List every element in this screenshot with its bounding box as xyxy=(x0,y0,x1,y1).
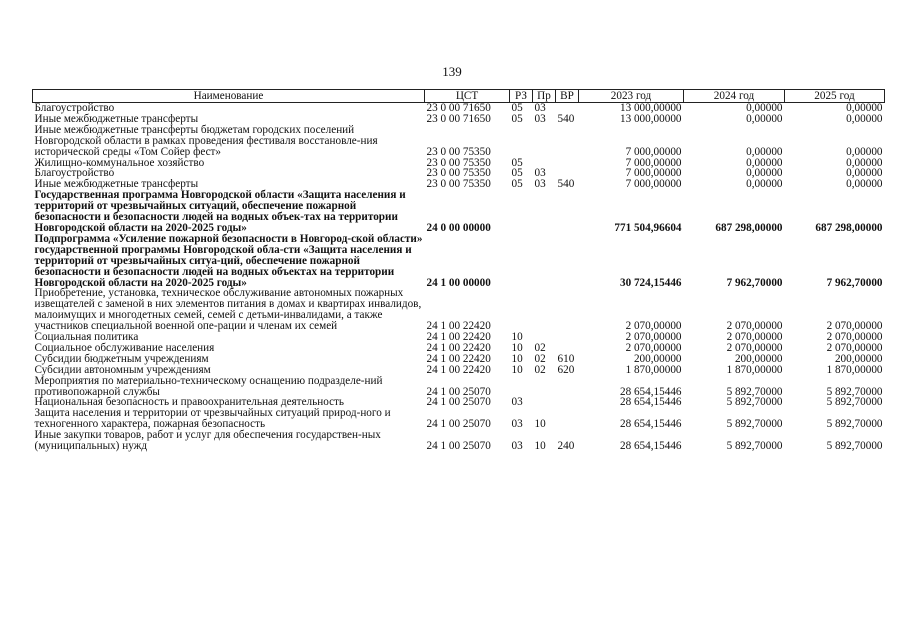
row-2023: 7 000,00000 xyxy=(625,156,682,169)
row-code: 24 1 00 25070 xyxy=(426,440,491,453)
row-2025: 0,00000 xyxy=(846,112,883,125)
row-pr: 02 xyxy=(534,363,546,376)
row-vr xyxy=(556,125,579,158)
row-2025: 0,00000 xyxy=(846,156,883,169)
row-2024: 200,00000 xyxy=(734,352,783,365)
row-2023: 28 654,15446 xyxy=(619,418,682,431)
row-name: Жилищно-коммунальное хозяйство xyxy=(34,156,205,169)
header-2024: 2024 год xyxy=(684,90,785,103)
table-row xyxy=(33,408,885,430)
row-vr: 540 xyxy=(557,112,575,125)
row-pr: 03 xyxy=(534,167,546,180)
row-rz: 05 xyxy=(511,112,523,125)
row-rz: 03 xyxy=(511,418,523,431)
row-rz: 05 xyxy=(511,156,523,169)
row-2025: 0,00000 xyxy=(846,167,883,180)
row-2023: 7 000,00000 xyxy=(625,178,682,191)
row-pr xyxy=(533,288,556,332)
row-rz: 05 xyxy=(511,167,523,180)
row-code: 23 0 00 71650 xyxy=(426,112,491,125)
row-2025: 2 070,00000 xyxy=(826,320,883,333)
row-vr xyxy=(556,408,579,430)
row-pr: 10 xyxy=(534,418,546,431)
row-2025: 5 892,70000 xyxy=(826,385,883,398)
row-name: Иные межбюджетные трансферты xyxy=(34,178,199,191)
row-2025: 1 870,00000 xyxy=(826,363,883,376)
row-vr: 610 xyxy=(557,352,575,365)
row-2025: 7 962,70000 xyxy=(826,276,883,289)
row-code: 24 1 00 22420 xyxy=(426,320,491,333)
row-rz xyxy=(510,125,533,158)
row-pr xyxy=(533,397,556,408)
row-2023: 1 870,00000 xyxy=(625,363,682,376)
row-pr xyxy=(533,234,556,289)
row-2025: 200,00000 xyxy=(834,352,883,365)
row-name: Иные межбюджетные трансферты xyxy=(34,112,199,125)
row-2023: 771 504,96604 xyxy=(614,221,682,234)
row-code: 23 0 00 75350 xyxy=(426,156,491,169)
table-row xyxy=(33,430,885,452)
row-vr xyxy=(556,234,579,289)
row-vr xyxy=(556,190,579,234)
row-vr xyxy=(556,332,579,343)
row-rz xyxy=(510,288,533,332)
row-2024: 5 892,70000 xyxy=(726,418,783,431)
row-code: 23 0 00 75350 xyxy=(426,167,491,180)
row-2023: 200,00000 xyxy=(633,352,682,365)
row-2024: 1 870,00000 xyxy=(726,363,783,376)
row-2024: 0,00000 xyxy=(746,156,783,169)
row-code: 24 1 00 22420 xyxy=(426,352,491,365)
row-2023: 30 724,15446 xyxy=(619,276,682,289)
row-2025: 5 892,70000 xyxy=(826,396,883,409)
row-name: Защита населения и территории от чрезвычайных ситуаций природ-ного и техногенного характера, пожарная безопасность xyxy=(34,407,391,431)
row-rz: 10 xyxy=(511,352,523,365)
row-2025: 0,00000 xyxy=(846,102,883,114)
row-2023: 13 000,00000 xyxy=(619,102,682,114)
row-name: Социальная политика xyxy=(34,331,139,344)
row-2025: 2 070,00000 xyxy=(826,331,883,344)
row-name: Иные закупки товаров, работ и услуг для обеспечения государствен-ных (муниципальных) нужд xyxy=(34,429,381,453)
row-rz: 05 xyxy=(511,178,523,191)
row-code: 23 0 00 71650 xyxy=(426,102,491,114)
row-2023: 2 070,00000 xyxy=(625,341,682,354)
row-name: Государственная программа Новгородской области «Защита населения и территорий от чрезвычайных ситуаций, обеспечение пожарной безопасности и безопасности людей на водных объек-тах на территории Новгородской области на 2020-2025 годы» xyxy=(34,189,406,234)
row-pr: 03 xyxy=(534,102,546,114)
row-2024: 0,00000 xyxy=(746,102,783,114)
row-pr xyxy=(533,125,556,158)
row-name: Социальное обслуживание населения xyxy=(34,341,215,354)
row-pr xyxy=(533,190,556,234)
row-rz: 03 xyxy=(511,396,523,409)
row-2023: 28 654,15446 xyxy=(619,385,682,398)
row-2024: 7 962,70000 xyxy=(726,276,783,289)
table-row xyxy=(33,288,885,332)
row-2024: 0,00000 xyxy=(746,167,783,180)
row-rz xyxy=(510,190,533,234)
row-2023: 28 654,15446 xyxy=(619,396,682,409)
row-pr: 10 xyxy=(534,440,546,453)
header-name: Наименование xyxy=(33,90,425,103)
table-header-row xyxy=(33,90,885,103)
row-rz xyxy=(510,376,533,398)
row-code: 24 1 00 25070 xyxy=(426,385,491,398)
header-2025: 2025 год xyxy=(785,90,885,103)
table-row xyxy=(33,376,885,398)
row-vr xyxy=(556,397,579,408)
row-2024: 0,00000 xyxy=(746,112,783,125)
row-2023: 7 000,00000 xyxy=(625,145,682,158)
row-2023: 7 000,00000 xyxy=(625,167,682,180)
row-2025: 0,00000 xyxy=(846,178,883,191)
header-pr: Пр xyxy=(533,90,556,103)
row-2023: 28 654,15446 xyxy=(619,440,682,453)
row-rz: 03 xyxy=(511,440,523,453)
row-2024: 2 070,00000 xyxy=(726,331,783,344)
row-pr: 03 xyxy=(534,112,546,125)
row-rz: 05 xyxy=(511,102,523,114)
row-code: 24 1 00 00000 xyxy=(426,276,491,289)
header-rz: РЗ xyxy=(510,90,533,103)
row-code: 24 1 00 25070 xyxy=(426,418,491,431)
page-number: 139 xyxy=(442,64,462,79)
row-name: Подпрограмма «Усиление пожарной безопасности в Новгород-ской области» государственной программы Новгородской обла-сти «Защита населения и территорий от чрезвычайных ситуа-ций, обеспечение пожарной безопасности и безопасности людей на водных объектах на территории Новгородской области на 2020-2025 годы» xyxy=(34,232,423,289)
table-row xyxy=(33,125,885,158)
row-code: 24 1 00 25070 xyxy=(426,396,491,409)
row-vr: 240 xyxy=(557,440,575,453)
row-2024: 0,00000 xyxy=(746,145,783,158)
row-name: Благоустройство xyxy=(34,102,115,114)
table-row xyxy=(33,190,885,234)
table-body xyxy=(33,103,885,453)
row-2024: 2 070,00000 xyxy=(726,320,783,333)
row-name: Субсидии автономным учреждениям xyxy=(34,363,211,376)
row-2025: 687 298,00000 xyxy=(815,221,883,234)
table-row xyxy=(33,234,885,289)
row-2025: 5 892,70000 xyxy=(826,440,883,453)
row-code: 24 1 00 22420 xyxy=(426,331,491,344)
row-rz: 10 xyxy=(511,331,523,344)
budget-table xyxy=(32,89,885,452)
header-2023: 2023 год xyxy=(579,90,684,103)
row-code: 24 1 00 22420 xyxy=(426,363,491,376)
row-vr: 620 xyxy=(557,363,575,376)
header-vr: ВР xyxy=(556,90,579,103)
row-name: Субсидии бюджетным учреждениям xyxy=(34,352,209,365)
row-pr: 03 xyxy=(534,178,546,191)
row-vr xyxy=(556,376,579,398)
row-rz: 10 xyxy=(511,363,523,376)
row-name: Приобретение, установка, техническое обслуживание автономных пожарных извещателей с заменой в них элементов питания в домах и квартирах инвалидов, малоимущих и многодетных семей, семей с детьми-инвалидами, а также участников специальной военной опе-рации и членам их семей xyxy=(34,287,422,333)
row-2024: 5 892,70000 xyxy=(726,440,783,453)
row-vr: 540 xyxy=(557,178,575,191)
row-2023: 2 070,00000 xyxy=(625,320,682,333)
row-2024: 5 892,70000 xyxy=(726,385,783,398)
row-vr xyxy=(556,288,579,332)
row-pr xyxy=(533,376,556,398)
row-code: 23 0 00 75350 xyxy=(426,145,491,158)
row-rz xyxy=(510,234,533,289)
row-pr: 02 xyxy=(534,352,546,365)
row-2023: 2 070,00000 xyxy=(625,331,682,344)
row-code: 24 0 00 00000 xyxy=(426,221,491,234)
row-name: Иные межбюджетные трансферты бюджетам городских поселений Новгородской области в рамках проведения фестиваля восстановле-ния исторической среды «Том Сойер фест» xyxy=(34,123,378,158)
row-rz: 10 xyxy=(511,341,523,354)
row-name: Национальная безопасность и правоохранительная деятельность xyxy=(34,396,345,409)
row-2024: 687 298,00000 xyxy=(715,221,783,234)
row-2025: 5 892,70000 xyxy=(826,418,883,431)
row-pr: 02 xyxy=(534,341,546,354)
row-code: 24 1 00 22420 xyxy=(426,341,491,354)
row-2024: 0,00000 xyxy=(746,178,783,191)
header-code: ЦСТ xyxy=(425,90,510,103)
row-2024: 5 892,70000 xyxy=(726,396,783,409)
row-vr xyxy=(556,158,579,169)
row-2025: 2 070,00000 xyxy=(826,341,883,354)
row-2023: 13 000,00000 xyxy=(619,112,682,125)
row-2025: 0,00000 xyxy=(846,145,883,158)
row-name: Благоустройство xyxy=(34,167,115,180)
row-code: 23 0 00 75350 xyxy=(426,178,491,191)
row-name: Мероприятия по материально-техническому оснащению подразделе-ний противопожарной службы xyxy=(34,374,383,398)
row-2024: 2 070,00000 xyxy=(726,341,783,354)
